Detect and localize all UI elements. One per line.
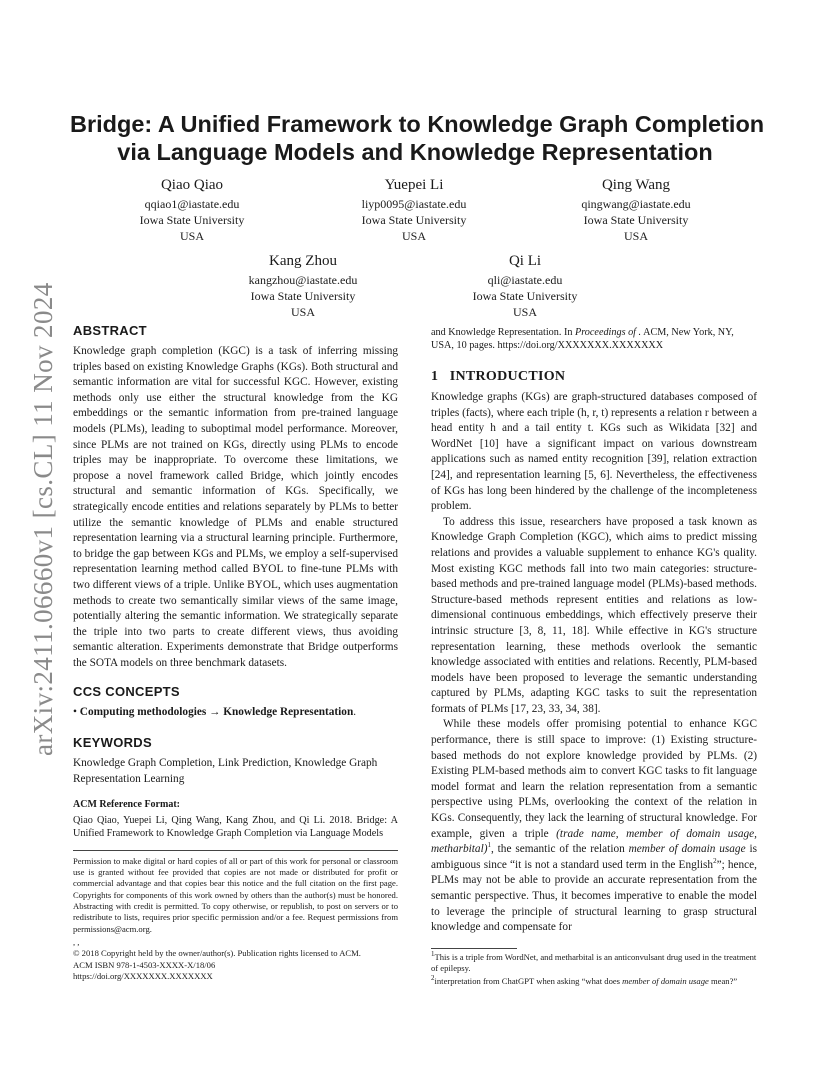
author-email[interactable]: liyp0095@iastate.edu bbox=[361, 197, 467, 211]
footnote-1: $^1$This is a triple from WordNet, and metharbital is an anticonvulsant drug used in the treatment of epilepsy. bbox=[431, 949, 757, 974]
doi-link[interactable]: https://doi.org/XXXXXXX.XXXXXXX bbox=[73, 970, 213, 981]
intro-paragraph-1: Knowledge graphs (KGs) are graph-structured databases composed of triples (facts), where each triple (h, r, t) represents a relation r between a head entity h and a tail entity t. KGs such as Wikidata [32] and WordNet [10] have a significant impact on various downstream applications such as named entity recognition [39], relation extraction [24], and representation learning [5, 6]. Nevertheless, the effectiveness of KGs has long been hindered by the challenge of the incompleteness problem. bbox=[431, 391, 757, 513]
footnote-2: $^2$interpretation from ChatGPT when asking “what does member of domain usage mean?” bbox=[431, 974, 738, 987]
author-block bbox=[82, 176, 302, 244]
ccs-concept-text: Computing methodologies → Knowledge Representation bbox=[79, 706, 354, 719]
author-country: USA bbox=[179, 229, 204, 243]
bullet: • bbox=[73, 706, 77, 719]
keywords-text: Knowledge Graph Completion, Link Prediction, Knowledge Graph Representation Learning bbox=[73, 757, 378, 785]
ccs-heading: CCS CONCEPTS bbox=[73, 684, 180, 700]
left-column bbox=[73, 323, 398, 982]
author-email[interactable]: qingwang@iastate.edu bbox=[581, 197, 691, 211]
author-block bbox=[193, 252, 413, 320]
title-line-1: Bridge: A Unified Framework to Knowledge Graph Completion bbox=[70, 111, 765, 137]
footnote-rule bbox=[431, 948, 517, 949]
intro-paragraph-2: To address this issue, researchers have proposed a task known as Knowledge Graph Completion (KGC), which aims to predict missing relations and provides a valuable supplement to enhance KG's quality. Most existing KGC methods fall into two main categories: structure-based methods and pre-trained language model (PLMs)-based methods. Structure-based methods represent entities and relations as low-dimensional continuous embeddings, which effectively preserve their intrinsic structure [3, 8, 11, 18]. While effective in KG's structure representation learning, these methods overlook the semantic knowledge associated with entities and relations. Recently, PLM-based models have been proposed to leverage the semantic understanding captured by PLMs, adapting KGC tasks to suit the representation formats of PLMs [17, 23, 33, 34, 38]. bbox=[431, 515, 757, 715]
author-name: Qing Wang bbox=[601, 177, 671, 193]
author-country: USA bbox=[623, 229, 648, 243]
acm-ref-text: Qiao Qiao, Yuepei Li, Qing Wang, Kang Zhou, and Qi Li. 2018. Bridge: A Unified Framework to Knowledge Graph Completion via Language Models bbox=[73, 814, 398, 839]
author-country: USA bbox=[401, 229, 426, 243]
ccs-concept: • Computing methodologies → Knowledge Representation. bbox=[73, 706, 357, 719]
intro-paragraph-3: While these models offer promising potential to enhance KGC performance, there is still space to improve: (1) Existing structure-based methods do not explore knowledge provided by PLMs. (2) Existing PLM-based methods aim to convert KGC tasks to fit language model format and learn the relation representation from a semantic perspective using PLMs, overlooking the context of the relation in KGs. Consequently, they lack the learning of structural knowledge. For example, given a triple (trade name, member of domain usage, metharbital)$^1$, the semantic of the relation member of domain usage is ambiguous since “it is not a standard used term in the English$^2$”; hence, PLMs may not be able to provide an accurate representation from the semantic perspective. Thus, it becomes imperative to enable the model to leverage the principle of structural learning to grasp structural knowledge and compensate for bbox=[431, 718, 758, 934]
author-affiliation: Iowa State University bbox=[139, 213, 245, 227]
author-block bbox=[415, 252, 635, 320]
author-email[interactable]: kangzhou@iastate.edu bbox=[248, 273, 358, 287]
author-name: Kang Zhou bbox=[269, 253, 337, 269]
intro-heading: 1 INTRODUCTION bbox=[431, 369, 566, 384]
author-country: USA bbox=[290, 305, 315, 319]
permission-notice: Permission to make digital or hard copies of all or part of this work for personal or classroom use is granted without fee provided that copies are not made or distributed for profit or commercial advantage and that copies bear this notice and the full citation on the first page. Copyrights for components of this work owned by others than the author(s) must be honored. Abstracting with credit is permitted. To copy otherwise, or republish, to post on servers or to redistribute to lists, requires prior specific permission and/or a fee. Request permissions from permissions@acm.org. bbox=[73, 855, 398, 934]
author-email[interactable]: qli@iastate.edu bbox=[487, 273, 563, 287]
arxiv-stamp[interactable]: arXiv:2411.06660v1 [cs.CL] 11 Nov 2024 bbox=[28, 282, 58, 756]
title-line-2: via Language Models and Knowledge Representation bbox=[117, 139, 713, 165]
copyright-line: © 2018 Copyright held by the owner/author(s). Publication rights licensed to ACM. bbox=[73, 948, 361, 959]
author-name: Yuepei Li bbox=[384, 177, 444, 193]
acm-ref-continuation: and Knowledge Representation. In Proceedings of . ACM, New York, NY, USA, 10 pages. https://doi.org/XXXXXXX.XXXXXXX bbox=[431, 327, 734, 351]
author-country: USA bbox=[512, 305, 537, 319]
paper-title bbox=[70, 110, 765, 166]
author-affiliation: Iowa State University bbox=[472, 289, 578, 303]
author-name: Qi Li bbox=[508, 253, 542, 269]
author-affiliation: Iowa State University bbox=[583, 213, 689, 227]
abstract-heading: ABSTRACT bbox=[73, 323, 147, 338]
isbn-line: ACM ISBN 978-1-4503-XXXX-X/18/06 bbox=[73, 959, 216, 970]
author-affiliation: Iowa State University bbox=[361, 213, 467, 227]
acm-ref-heading: ACM Reference Format: bbox=[73, 799, 180, 811]
abstract-text: Knowledge graph completion (KGC) is a task of inferring missing triples based on existing Knowledge Graphs (KGs). Both structural and semantic information are vital for successful KGC. However, existing methods only use either the structural knowledge from the KG embeddings or the semantic information from pre-trained language models (PLMs), leading to suboptimal model performance. Moreover, since PLMs are not trained on KGs, directly using PLMs to encode triples may be inappropriate. To overcome these limitations, we propose a novel framework called Bridge, which jointly encodes structural and semantic information of KGs. Specifically, we strategically encode entities and relations separately by PLMs to better utilize the semantic knowledge of PLMs and enable structured representation learning via a structural learning principle. Furthermore, to bridge the gap between KGs and PLMs, we employ a self-supervised representation learning method called BYOL to fine-tune PLMs with two different views of a triple. Unlike BYOL, which uses augmentation methods to create two semantically similar views of the same image, potentially altering the semantic information. We strategically separate the triple into two parts to create different views, thus avoiding semantic alteration. Experiments demonstrate that Bridge outperforms the SOTA models on three benchmark datasets. bbox=[73, 345, 398, 669]
author-name: Qiao Qiao bbox=[160, 177, 224, 193]
keywords-heading: KEYWORDS bbox=[73, 735, 152, 751]
right-column bbox=[431, 326, 757, 988]
author-block bbox=[526, 176, 746, 244]
author-email[interactable]: qqiao1@iastate.edu bbox=[144, 197, 240, 211]
footer-rule bbox=[73, 850, 398, 851]
author-block bbox=[304, 176, 524, 244]
copyright-dots: , , bbox=[73, 936, 80, 947]
author-affiliation: Iowa State University bbox=[250, 289, 356, 303]
